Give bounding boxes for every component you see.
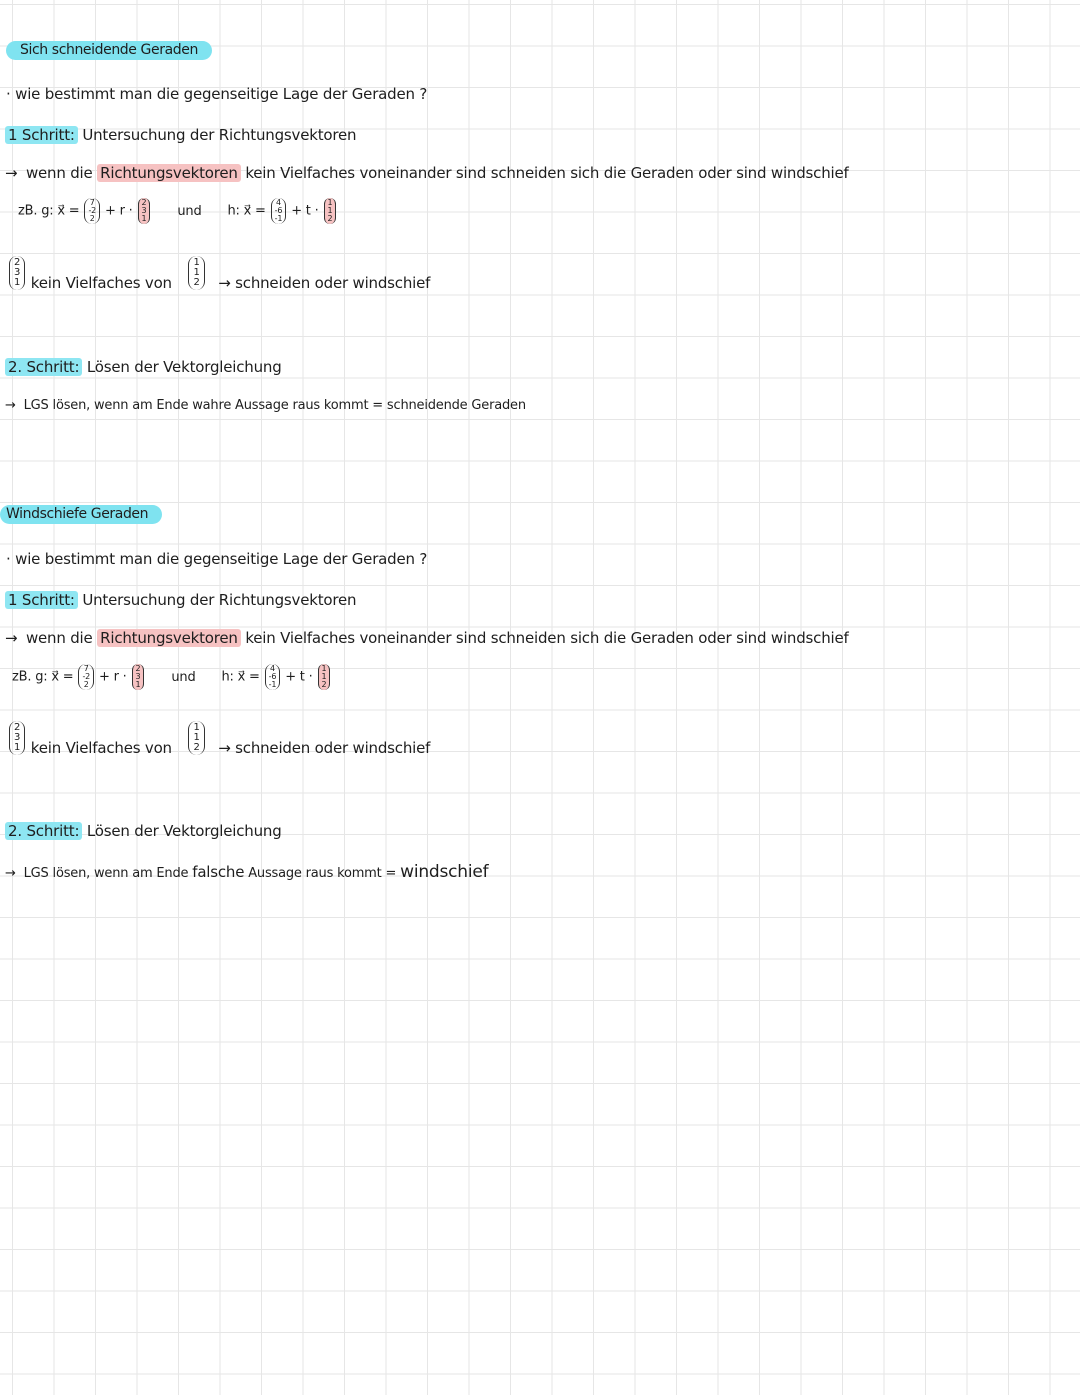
vector-entry: -6	[274, 206, 283, 215]
vector-entry: 1	[321, 672, 327, 681]
g-direction-vector	[132, 664, 145, 690]
compare-vector-a	[9, 721, 25, 755]
vector-entry: 2	[89, 214, 95, 223]
section1-step2-rule-text: LGS lösen, wenn am Ende wahre Aussage raus kommt = schneidende Geraden	[23, 398, 526, 413]
line-h-label: h: x⃗ =	[221, 669, 260, 685]
section2-title: Windschiefe Geraden	[0, 505, 162, 524]
section1-rule-highlight: Richtungsvektoren	[97, 164, 241, 182]
g-support-vector	[78, 664, 94, 690]
section2-rule-pre: wenn die	[25, 629, 93, 647]
line-h-param: + t ·	[291, 203, 319, 219]
vector-entry: 7	[89, 198, 95, 207]
vector-entry: 2	[321, 680, 327, 689]
section2-step2-rule	[5, 862, 488, 882]
right-arrow-icon: →	[218, 273, 231, 292]
vector-entry: 2	[193, 277, 200, 288]
compare-vector-a	[9, 256, 25, 290]
vector-entry: 2	[327, 214, 333, 223]
section1-title: Sich schneidende Geraden	[6, 41, 212, 60]
section1-step1-label: 1 Schritt:	[5, 126, 78, 144]
section2-step1	[5, 591, 356, 609]
vector-entry: 4	[276, 198, 281, 207]
h-direction-vector	[324, 198, 337, 224]
vector-entry: 2	[14, 722, 21, 733]
vector-entry: 1	[327, 206, 333, 215]
vector-entry: 1	[14, 742, 21, 753]
section1-rule	[5, 164, 849, 182]
section2-step2-rule-mid: Aussage raus kommt =	[248, 866, 397, 881]
vector-entry: 1	[327, 198, 333, 207]
compare-vector-b	[188, 721, 204, 755]
vector-entry: 1	[193, 257, 200, 268]
vector-entry: 3	[135, 672, 141, 681]
section2-step2-label: 2. Schritt:	[5, 822, 82, 840]
section2-step2	[5, 822, 282, 840]
compare-result: schneiden oder windschief	[235, 273, 431, 292]
section1-example	[18, 198, 337, 224]
section1-step2-rule	[5, 398, 526, 413]
line-g-label: g: x⃗ =	[41, 203, 80, 219]
section2-rule-post: kein Vielfaches voneinander sind schneiden sich die Geraden oder sind windschief	[245, 629, 849, 647]
g-direction-vector	[138, 198, 151, 224]
right-arrow-icon: →	[218, 738, 231, 757]
line-g-label: g: x⃗ =	[35, 669, 74, 685]
right-arrow-icon: →	[5, 398, 16, 413]
right-arrow-icon: →	[5, 164, 18, 182]
vector-entry: 2	[14, 257, 21, 268]
section2-rule-highlight: Richtungsvektoren	[97, 629, 241, 647]
section1-rule-pre: wenn die	[25, 164, 93, 182]
section1-question: · wie bestimmt man die gegenseitige Lage der Geraden ?	[6, 85, 428, 103]
section2-rule	[5, 629, 849, 647]
example-prefix: zB.	[18, 203, 38, 219]
section1-step1	[5, 126, 356, 144]
section1-step1-text: Untersuchung der Richtungsvektoren	[82, 126, 357, 144]
and-word: und	[171, 669, 196, 685]
g-support-vector	[84, 198, 100, 224]
vector-entry: 7	[83, 664, 89, 673]
section2-step2-rule-pre: LGS lösen, wenn am Ende	[23, 866, 189, 881]
vector-entry: 2	[193, 742, 200, 753]
vector-entry: 3	[141, 206, 147, 215]
h-direction-vector	[318, 664, 331, 690]
line-h-label: h: x⃗ =	[227, 203, 266, 219]
section2-step1-label: 1 Schritt:	[5, 591, 78, 609]
vector-entry: 1	[193, 267, 200, 278]
vector-entry: 1	[14, 277, 21, 288]
and-word: und	[177, 203, 202, 219]
right-arrow-icon: →	[5, 629, 18, 647]
section2-step2-rule-word: falsche	[192, 863, 245, 881]
vector-entry: 1	[141, 214, 147, 223]
right-arrow-icon: →	[5, 866, 16, 881]
vector-entry: -2	[88, 206, 97, 215]
section1-rule-post: kein Vielfaches voneinander sind schneiden sich die Geraden oder sind windschief	[245, 164, 849, 182]
compare-result: schneiden oder windschief	[235, 738, 431, 757]
section2-step2-rule-result: windschief	[400, 862, 489, 882]
section1-compare	[8, 256, 430, 290]
compare-text: kein Vielfaches von	[30, 738, 172, 757]
vector-entry: 2	[135, 664, 141, 673]
vector-entry: -2	[82, 672, 91, 681]
vector-entry: 3	[14, 267, 21, 278]
line-h-param: + t ·	[285, 669, 313, 685]
example-prefix: zB.	[12, 669, 32, 685]
vector-entry: 2	[83, 680, 89, 689]
vector-entry: 1	[135, 680, 141, 689]
section1-step2-text: Lösen der Vektorgleichung	[86, 358, 282, 376]
section2-step2-text: Lösen der Vektorgleichung	[86, 822, 282, 840]
section2-example	[12, 664, 331, 690]
section2-question: · wie bestimmt man die gegenseitige Lage der Geraden ?	[6, 550, 428, 568]
vector-entry: 1	[193, 732, 200, 743]
section2-compare	[8, 721, 430, 755]
section1-step2	[5, 358, 282, 376]
line-g-param: + r ·	[104, 203, 133, 219]
h-support-vector	[271, 198, 287, 224]
section1-step2-label: 2. Schritt:	[5, 358, 82, 376]
section2-step1-text: Untersuchung der Richtungsvektoren	[82, 591, 357, 609]
vector-entry: 3	[14, 732, 21, 743]
compare-vector-b	[188, 256, 204, 290]
h-support-vector	[265, 664, 281, 690]
compare-text: kein Vielfaches von	[30, 273, 172, 292]
vector-entry: 1	[321, 664, 327, 673]
vector-entry: 4	[270, 664, 275, 673]
vector-entry: -1	[268, 680, 277, 689]
vector-entry: -1	[274, 214, 283, 223]
vector-entry: 1	[193, 722, 200, 733]
line-g-param: + r ·	[98, 669, 127, 685]
vector-entry: -6	[268, 672, 277, 681]
vector-entry: 2	[141, 198, 147, 207]
